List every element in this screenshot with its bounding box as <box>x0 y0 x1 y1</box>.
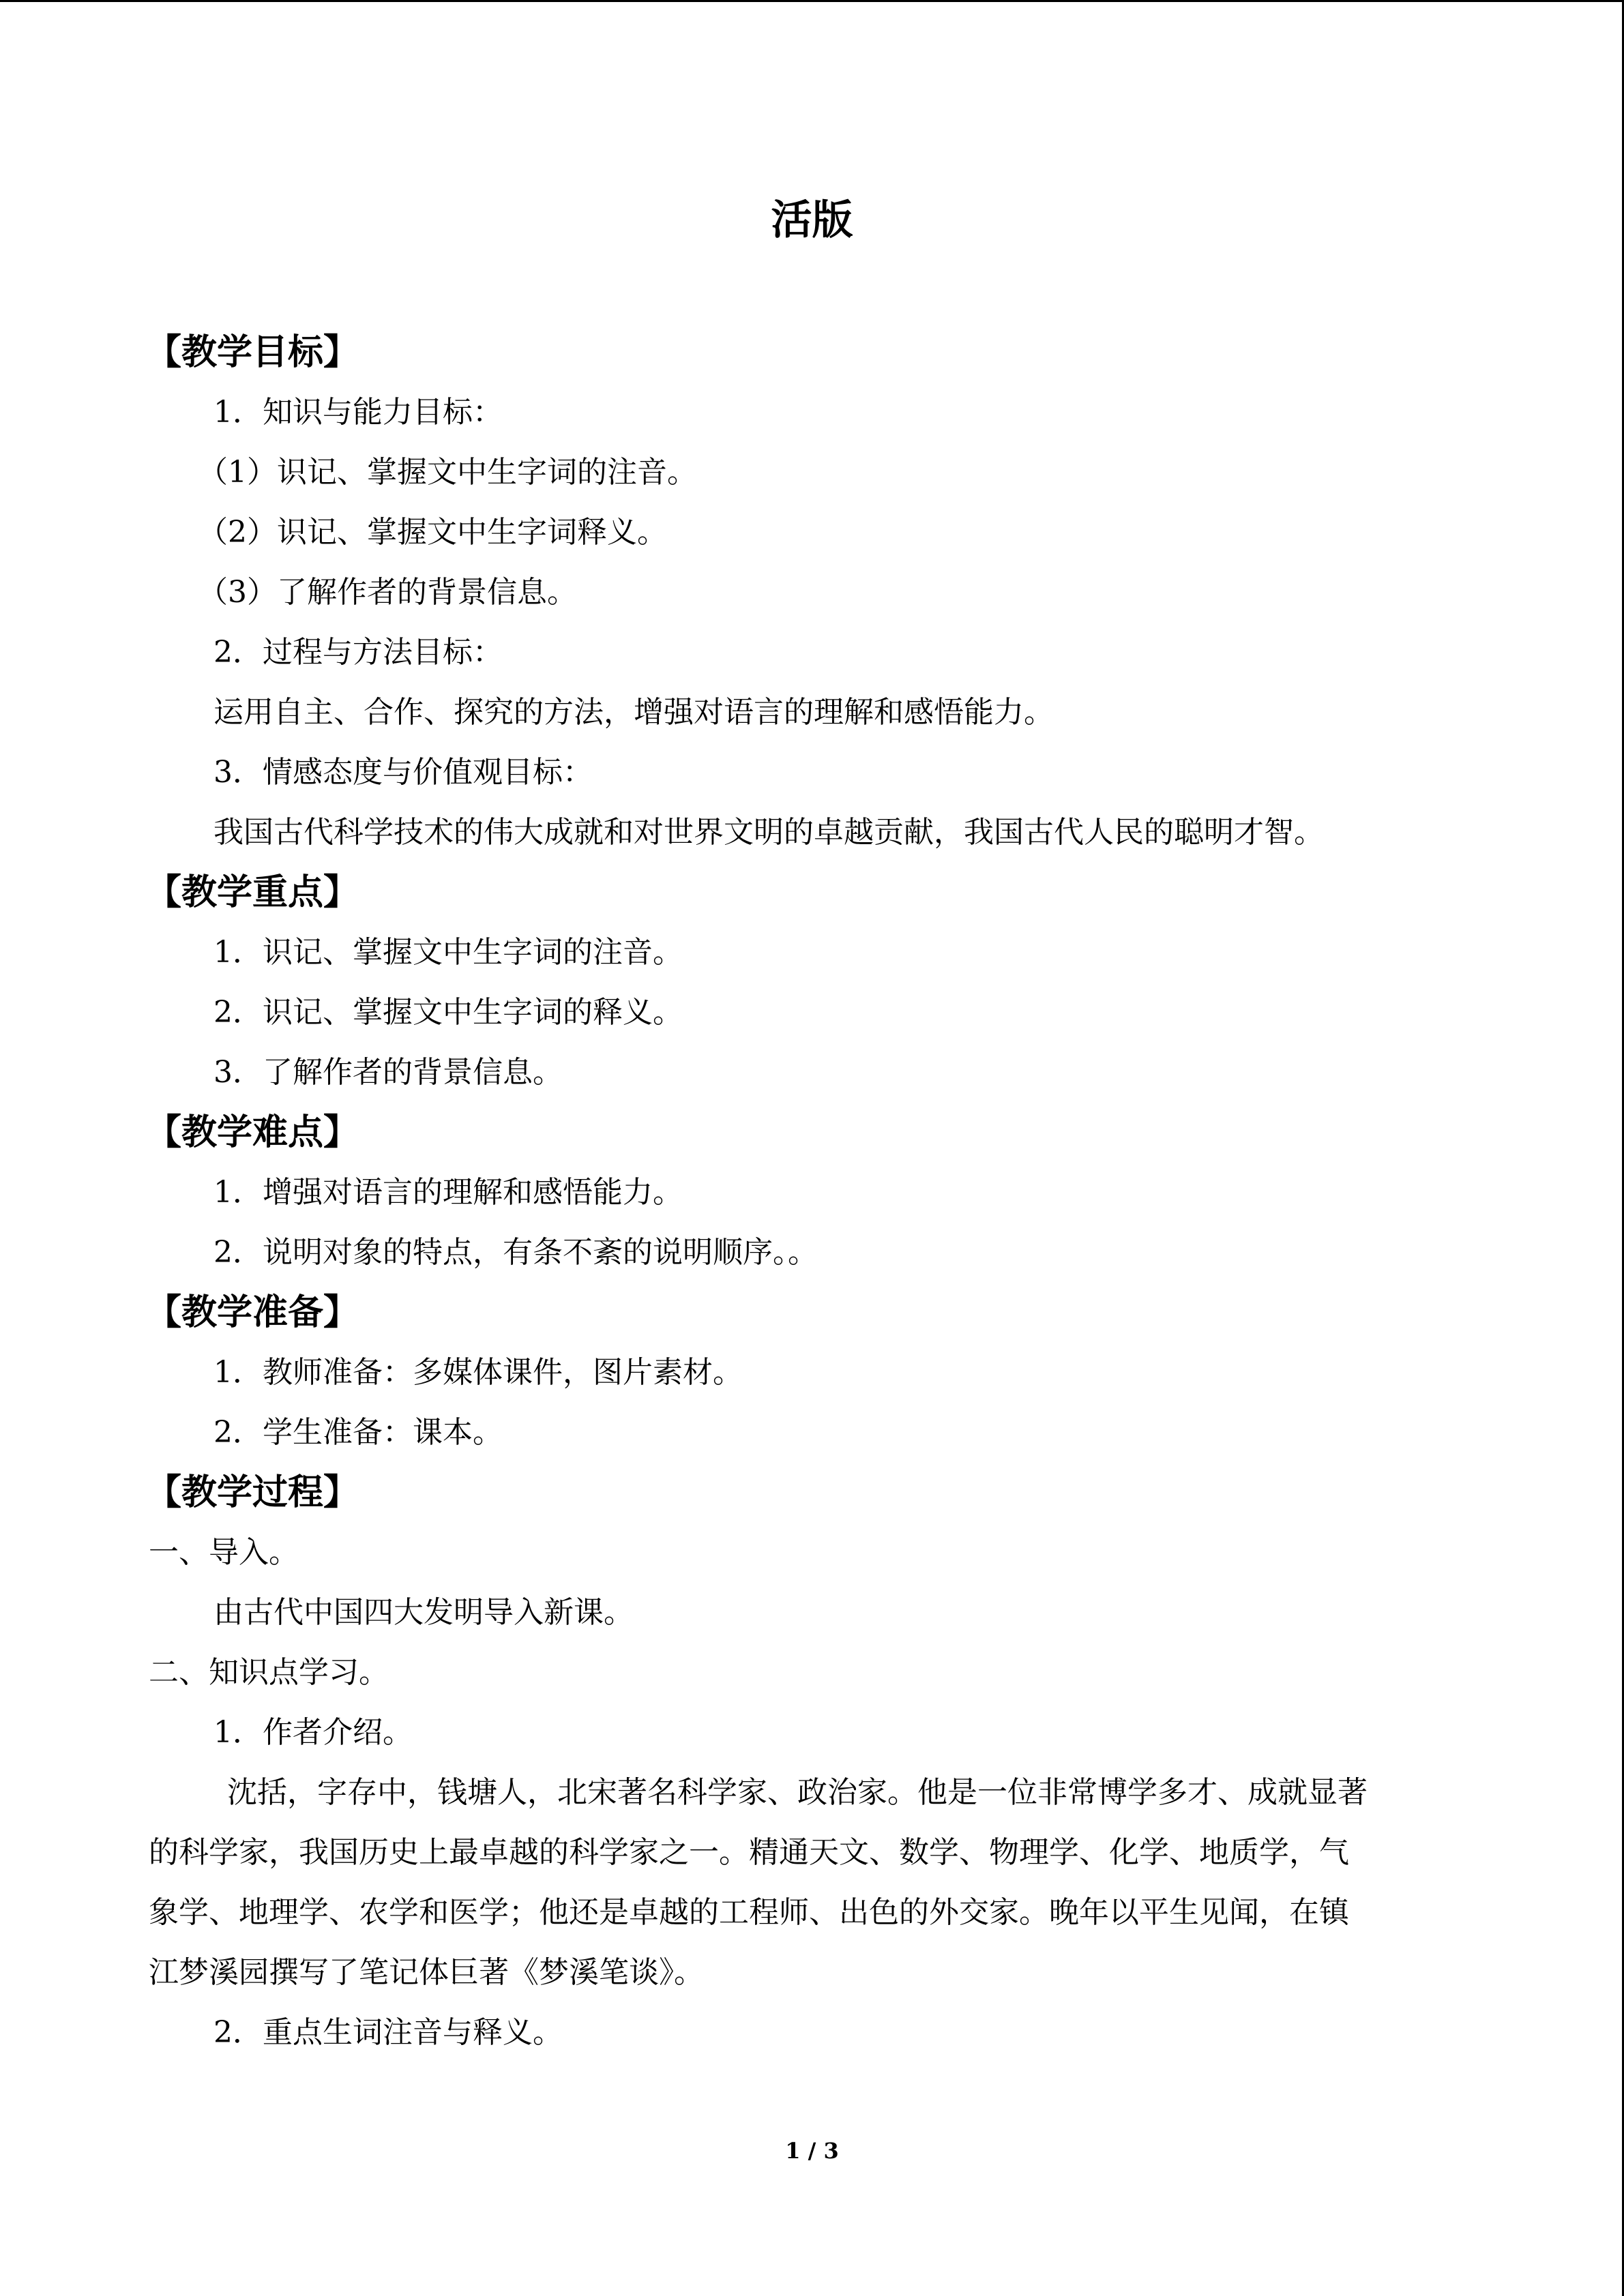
section-heading-preparation: 【教学准备】 <box>146 1292 359 1333</box>
author-paragraph-line: 的科学家，我国历史上最卓越的科学家之一。精通天文、数学、物理学、化学、地质学，气 <box>149 1835 1349 1870</box>
goal-line: 我国古代科学技术的伟大成就和对世界文明的卓越贡献，我国古代人民的聪明才智。 <box>213 815 1324 850</box>
author-paragraph-line: 江梦溪园撰写了笔记体巨著《梦溪笔谈》。 <box>149 1955 704 1990</box>
section-heading-key-points: 【教学重点】 <box>146 871 359 913</box>
preparation-line: 2．学生准备：课本。 <box>213 1415 503 1450</box>
section-heading-process: 【教学过程】 <box>146 1472 359 1513</box>
difficult-point-line: 2．说明对象的特点，有条不紊的说明顺序。。 <box>213 1235 818 1270</box>
process-step: 二、知识点学习。 <box>149 1655 389 1690</box>
process-step: 一、导入。 <box>149 1535 299 1570</box>
page-title: 活版 <box>771 196 853 244</box>
process-step-text: 由古代中国四大发明导入新课。 <box>213 1595 634 1630</box>
goal-line: 3．情感态度与价值观目标： <box>213 755 593 790</box>
goal-line: 2．过程与方法目标： <box>213 635 503 670</box>
author-paragraph-line: 沈括，字存中，钱塘人，北宋著名科学家、政治家。他是一位非常博学多才、成就显著 <box>227 1775 1368 1810</box>
goal-line: （2）识记、掌握文中生字词释义。 <box>198 515 667 550</box>
preparation-line: 1．教师准备：多媒体课件，图片素材。 <box>213 1355 743 1390</box>
goal-line: 运用自主、合作、探究的方法，增强对语言的理解和感悟能力。 <box>213 695 1054 730</box>
section-heading-difficult-points: 【教学难点】 <box>146 1112 359 1153</box>
difficult-point-line: 1．增强对语言的理解和感悟能力。 <box>213 1175 683 1210</box>
goal-line: （1）识记、掌握文中生字词的注音。 <box>198 455 697 490</box>
page-number: 1 / 3 <box>785 2138 839 2164</box>
author-paragraph-line: 象学、地理学、农学和医学；他还是卓越的工程师、出色的外交家。晚年以平生见闻，在镇 <box>149 1895 1349 1930</box>
process-substep: 1．作者介绍。 <box>213 1715 413 1750</box>
goal-line: （3）了解作者的背景信息。 <box>198 575 577 610</box>
document-body <box>146 323 1486 2063</box>
goal-line: 1．知识与能力目标： <box>213 395 503 430</box>
section-heading-goals: 【教学目标】 <box>146 331 359 373</box>
key-point-line: 1．识记、掌握文中生字词的注音。 <box>213 935 683 970</box>
key-point-line: 2．识记、掌握文中生字词的释义。 <box>213 995 683 1030</box>
key-point-line: 3．了解作者的背景信息。 <box>213 1055 563 1090</box>
process-substep: 2．重点生词注音与释义。 <box>213 2015 563 2050</box>
